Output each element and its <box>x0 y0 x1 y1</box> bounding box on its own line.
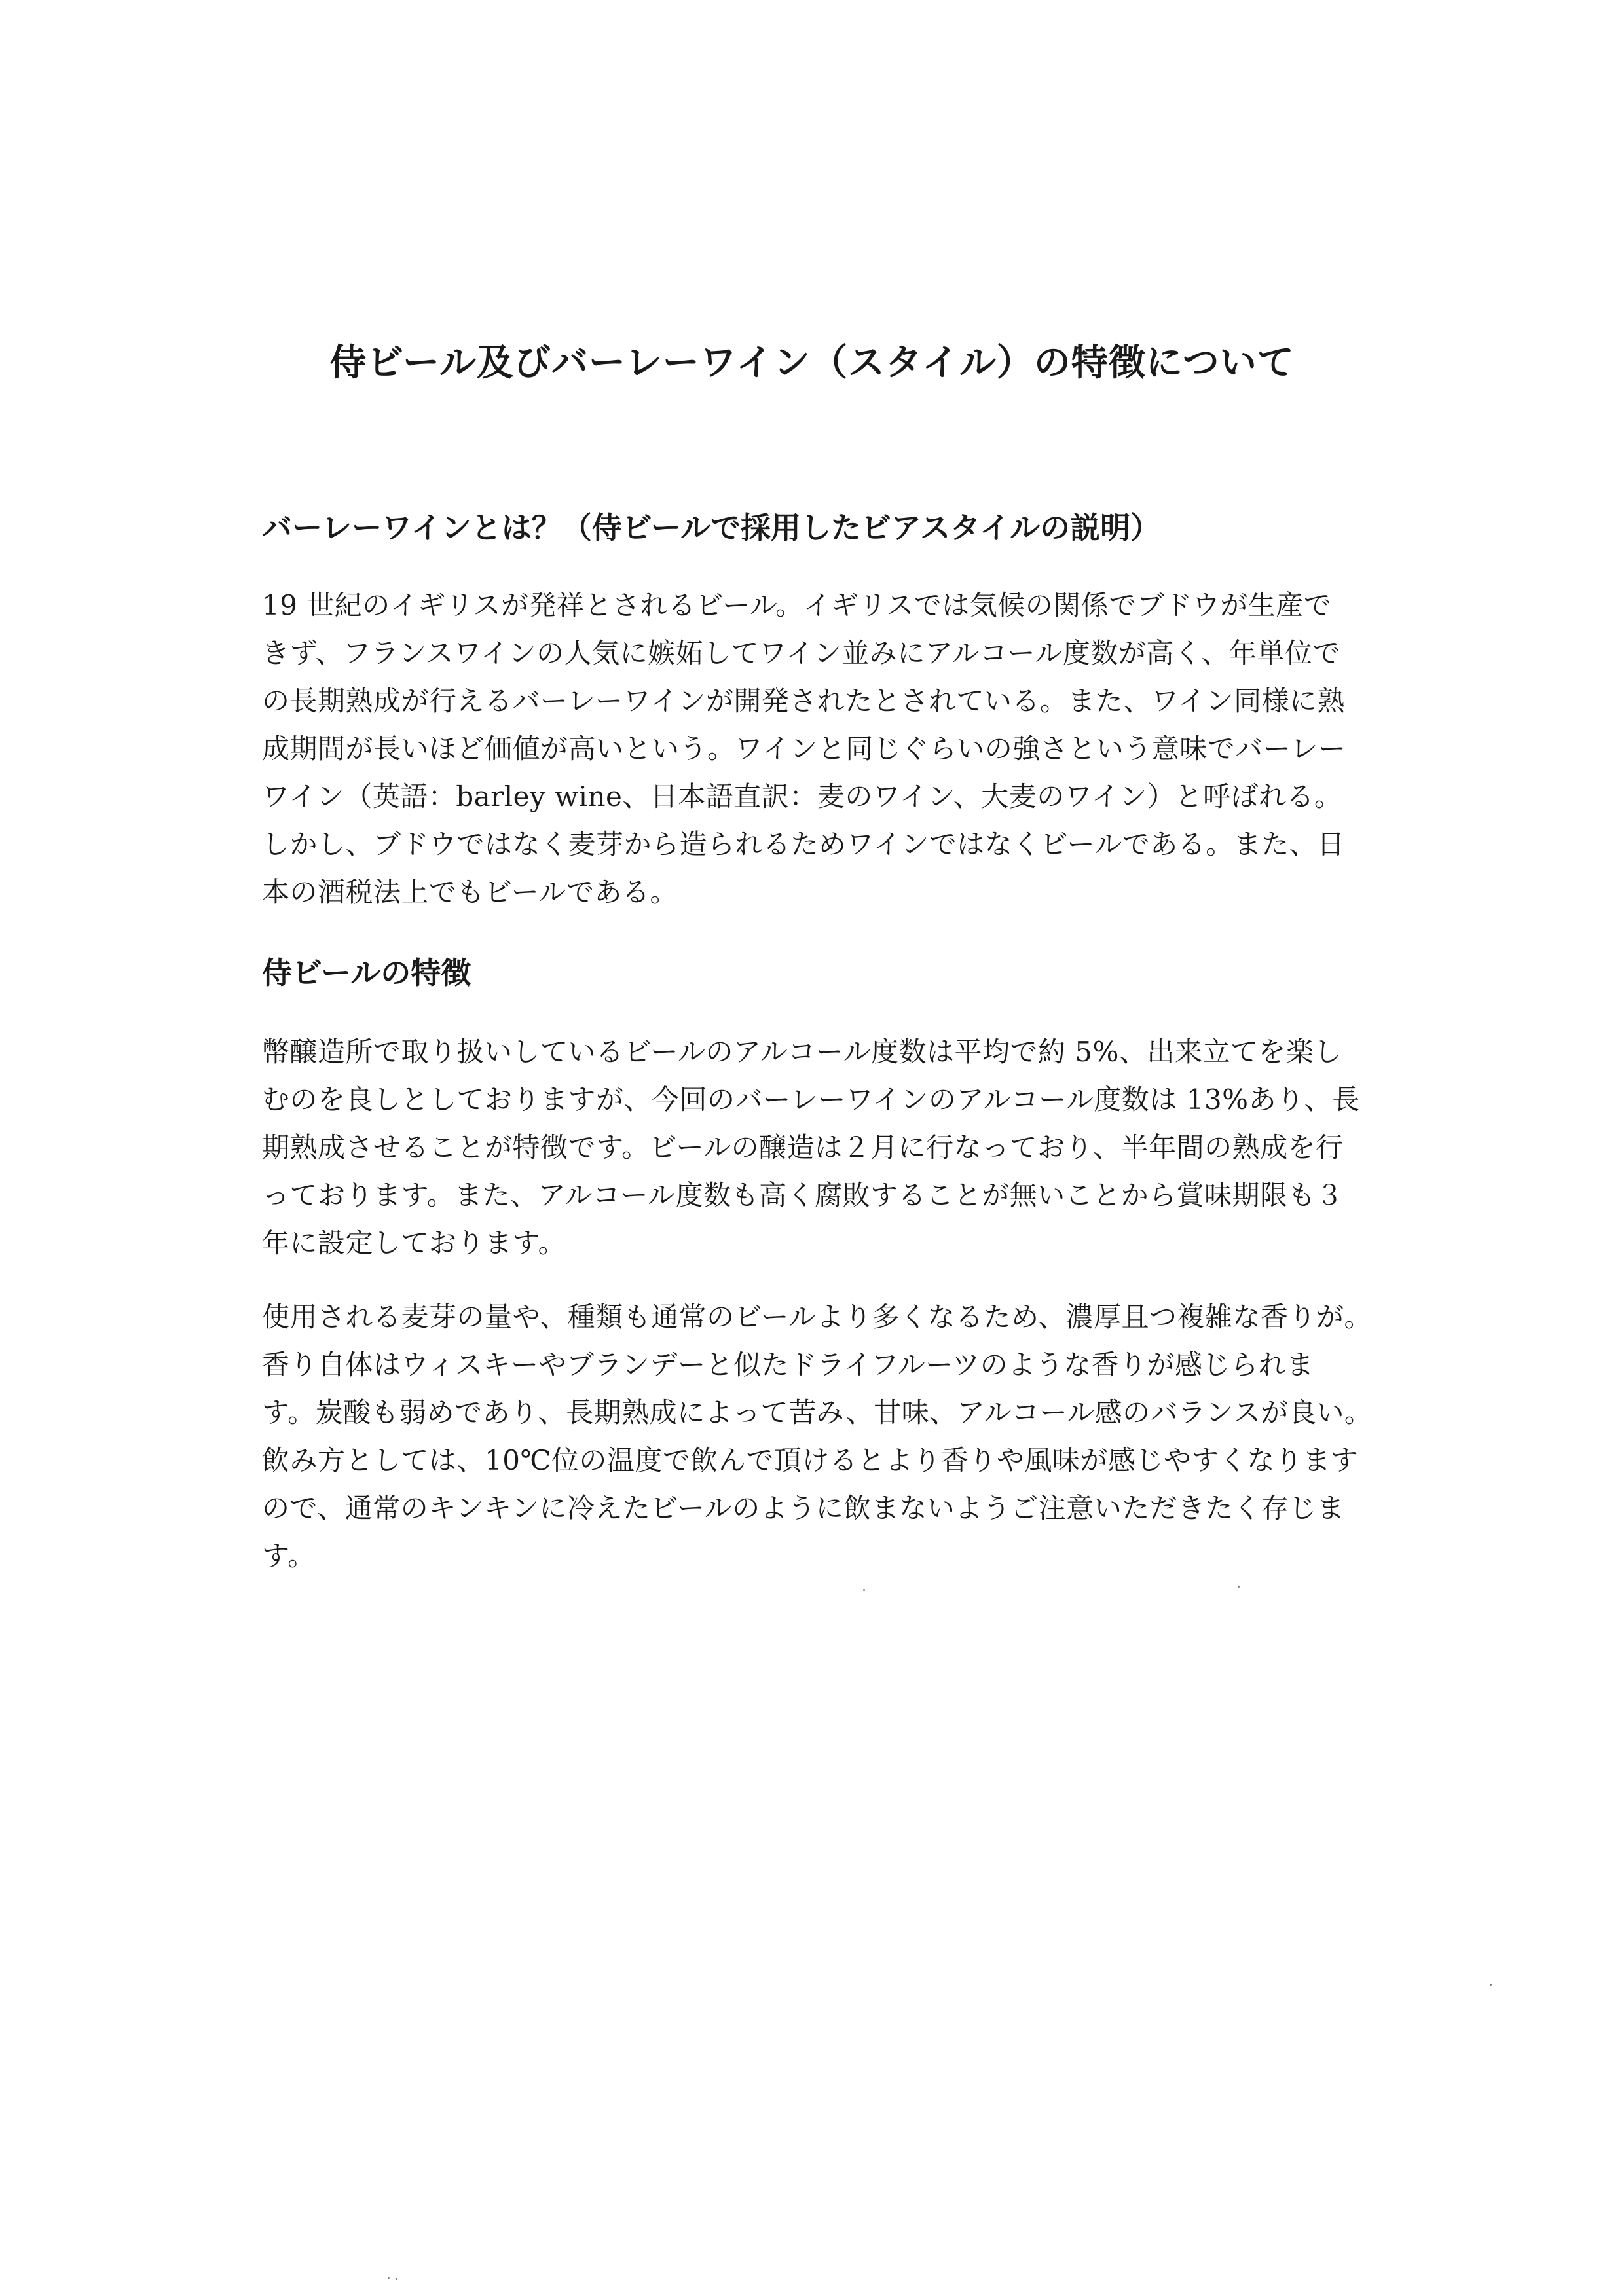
section-heading-samurai-beer-features: 侍ビールの特徴 <box>262 955 471 991</box>
scan-speck <box>396 2278 397 2280</box>
text-line: 期熟成させることが特徴です。ビールの醸造は２月に行なっており、半年間の熟成を行 <box>262 1131 1344 1163</box>
text-line: 年に設定しております。 <box>262 1227 566 1259</box>
paragraph-aroma-and-serving <box>262 1293 1373 1580</box>
text-line: す。炭酸も弱めであり、長期熟成によって苦み、甘味、アルコール感のバランスが良い。 <box>262 1396 1373 1429</box>
text-line: 使用される麦芽の量や、種類も通常のビールより多くなるため、濃厚且つ複雑な香りが。 <box>262 1301 1372 1333</box>
scan-speck <box>863 1589 865 1591</box>
paragraph-barley-wine-description <box>262 581 1369 916</box>
text-line: ので、通常のキンキンに冷えたビールのように飲まないようご注意いただきたく存じま <box>262 1492 1345 1524</box>
text-line: 飲み方としては、10℃位の温度で飲んで頂けるとより香りや風味が感じやすくなります <box>262 1444 1359 1476</box>
text-line: 成期間が長いほど価値が高いという。ワインと同じぐらいの強さという意味でバーレー <box>262 733 1346 765</box>
text-line: 本の酒税法上でもビールである。 <box>262 876 678 908</box>
paragraph-samurai-beer-features <box>262 1028 1369 1267</box>
text-line: っております。また、アルコール度数も高く腐敗することが無いことから賞味期限も３ <box>262 1179 1344 1211</box>
scan-speck <box>1490 1984 1492 1986</box>
text-line: 19 世紀のイギリスが発祥とされるビール。イギリスでは気候の関係でブドウが生産で <box>262 589 1332 621</box>
text-line: ワイン（英語：barley wine、日本語直訳：麦のワイン、大麦のワイン）と呼ばれる。 <box>262 780 1342 812</box>
text-line: 幣醸造所で取り扱いしているビールのアルコール度数は平均で約 5%、出来立てを楽し <box>262 1036 1342 1068</box>
text-line: の長期熟成が行えるバーレーワインが開発されたとされている。また、ワイン同様に熟 <box>262 685 1346 717</box>
scan-speck <box>1238 1586 1240 1588</box>
section-heading-barley-wine: バーレーワインとは？（侍ビールで採用したビアスタイルの説明） <box>262 510 1161 545</box>
text-line: す。 <box>262 1540 316 1572</box>
text-line: きず、フランスワインの人気に嫉妬してワイン並みにアルコール度数が高く、年単位で <box>262 637 1341 669</box>
text-line: むのを良しとしておりますが、今回のバーレーワインのアルコール度数は 13%あり、長 <box>262 1084 1360 1116</box>
text-line: しかし、ブドウではなく麦芽から造られるためワインではなくビールである。また、日 <box>262 828 1345 860</box>
text-line: 香り自体はウィスキーやブランデーと似たドライフルーツのような香りが感じられま <box>262 1349 1314 1381</box>
scan-speck <box>388 2277 390 2279</box>
document-title: 侍ビール及びバーレーワイン（スタイル）の特徴について <box>329 342 1295 384</box>
